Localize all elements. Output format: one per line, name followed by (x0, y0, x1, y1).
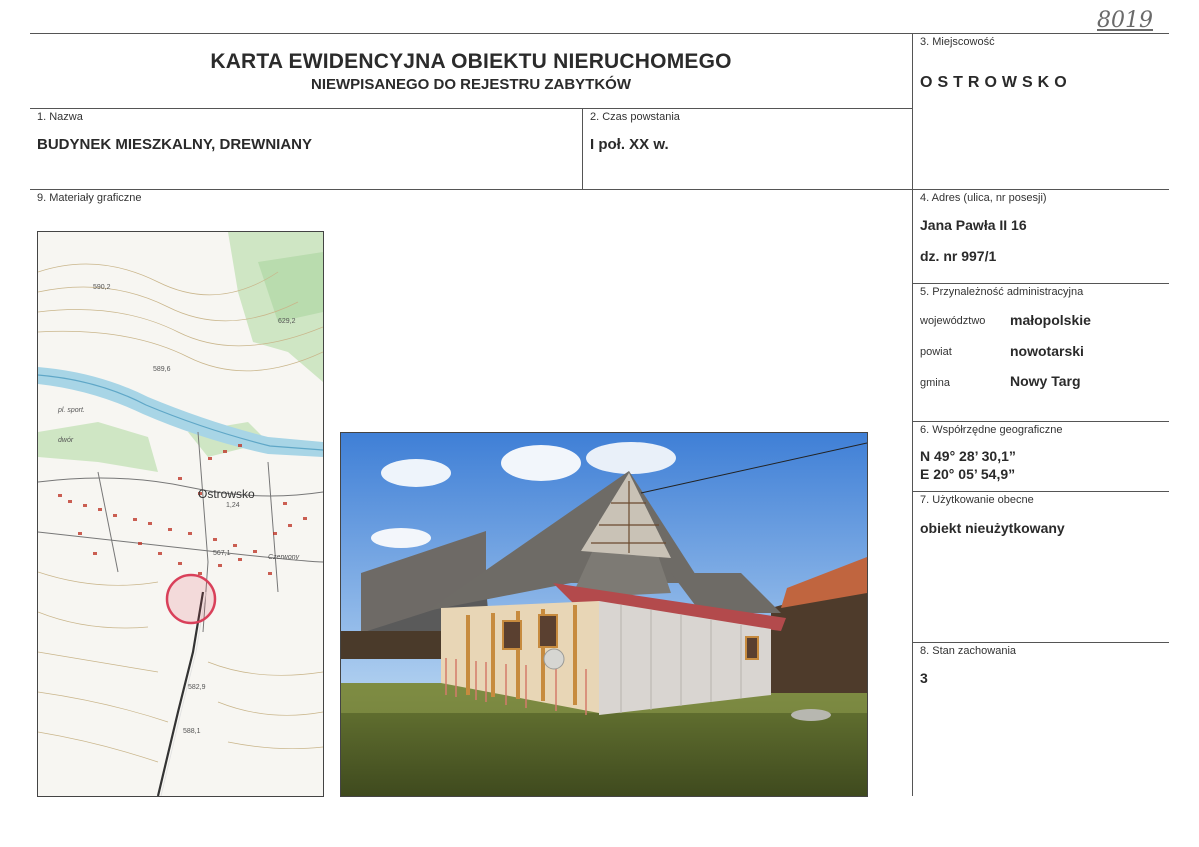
gmina-key: gmina (920, 377, 950, 389)
czas-label: 2. Czas powstania (590, 111, 680, 123)
miejscowosc-label: 3. Miejscowość (920, 36, 995, 48)
handwritten-record-number: 8019 (1097, 8, 1153, 33)
map-small-label: pl. sport. (58, 407, 85, 414)
grid-line (912, 491, 1169, 492)
map-small-label: dwór (58, 437, 74, 444)
stan-label: 8. Stan zachowania (920, 645, 1017, 657)
gmina-value: Nowy Targ (1010, 373, 1081, 389)
grid-line (912, 642, 1169, 643)
grid-line (30, 108, 912, 109)
wspolrzedne-label: 6. Współrzędne geograficzne (920, 424, 1063, 436)
grid-line (582, 108, 583, 189)
map-elevation: 588,1 (183, 728, 201, 735)
nazwa-value: BUDYNEK MIESZKALNY, DREWNIANY (37, 136, 313, 153)
location-map (37, 231, 324, 797)
grid-line (30, 33, 1169, 34)
grid-line (912, 33, 913, 796)
map-elevation: 582,9 (188, 684, 206, 691)
map-elevation: 629,2 (278, 318, 296, 325)
powiat-key: powiat (920, 346, 952, 358)
grid-line (30, 189, 1169, 190)
nazwa-label: 1. Nazwa (37, 111, 83, 123)
wojewodztwo-key: województwo (920, 315, 986, 327)
materialy-label: 9. Materiały graficzne (37, 192, 142, 204)
map-elevation: 590,2 (93, 284, 111, 291)
document-title: KARTA EWIDENCYJNA OBIEKTU NIERUCHOMEGO (210, 50, 732, 73)
map-elevation: 567,1 (213, 550, 231, 557)
map-small-label: Czerwony (268, 554, 300, 561)
building-photo (340, 432, 868, 797)
powiat-value: nowotarski (1010, 343, 1084, 359)
czas-value: I poł. XX w. (590, 136, 669, 153)
wojewodztwo-value: małopolskie (1010, 312, 1091, 328)
map-elevation: 1,24 (226, 502, 240, 509)
document-subtitle: NIEWPISANEGO DO REJESTRU ZABYTKÓW (310, 76, 632, 93)
grid-line (912, 421, 1169, 422)
stan-value: 3 (920, 670, 928, 686)
longitude-value: E 20° 05’ 54,9” (920, 466, 1016, 482)
miejscowosc-value: OSTROWSKO (920, 74, 1072, 91)
uzytkowanie-value: obiekt nieużytkowany (920, 520, 1065, 536)
map-place-label: Ostrowsko (198, 487, 255, 501)
adres-plot: dz. nr 997/1 (920, 248, 997, 264)
adres-label: 4. Adres (ulica, nr posesji) (920, 192, 1047, 204)
grid-line (912, 283, 1169, 284)
przynaleznosc-label: 5. Przynależność administracyjna (920, 286, 1084, 298)
uzytkowanie-label: 7. Użytkowanie obecne (920, 494, 1034, 506)
adres-street: Jana Pawła II 16 (920, 217, 1027, 233)
map-elevation: 589,6 (153, 366, 171, 373)
latitude-value: N 49° 28’ 30,1” (920, 448, 1016, 464)
